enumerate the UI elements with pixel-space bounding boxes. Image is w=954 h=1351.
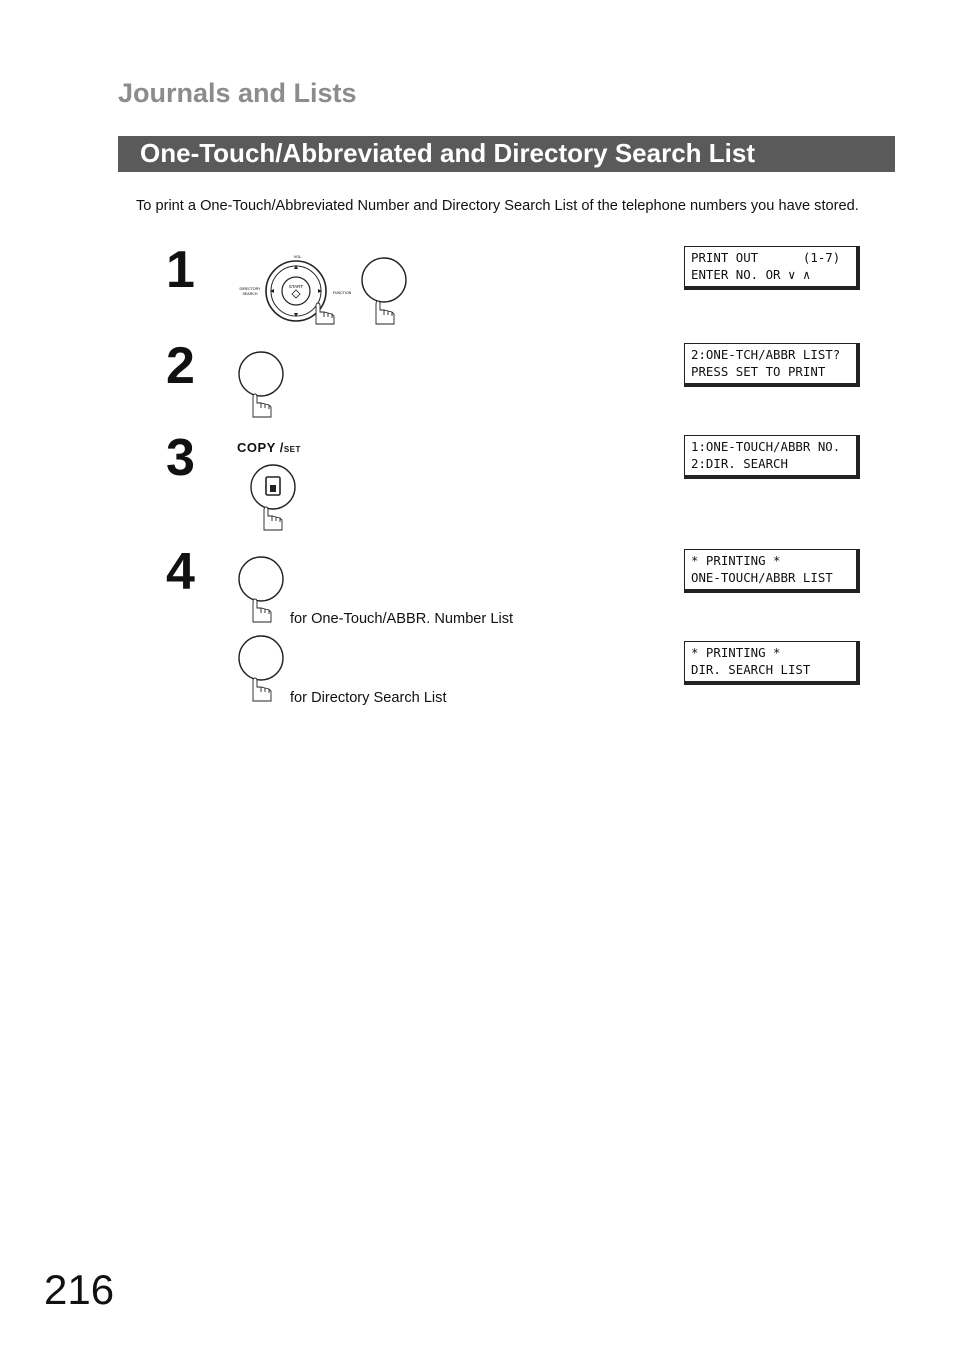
search-label: SEARCH bbox=[242, 292, 258, 296]
step-2-number: 2 bbox=[166, 337, 195, 395]
copy-set-button[interactable] bbox=[250, 465, 300, 535]
page-title: One-Touch/Abbreviated and Directory Search List bbox=[118, 136, 895, 172]
vol-label: VOL. bbox=[293, 254, 303, 259]
copy-label: COPY / bbox=[237, 440, 284, 455]
lcd-display-step-3: 1:ONE-TOUCH/ABBR NO. 2:DIR. SEARCH bbox=[684, 435, 860, 479]
lcd-display-step-1: PRINT OUT (1-7) ENTER NO. OR ∨ ∧ bbox=[684, 246, 860, 290]
option-2-caption: for Directory Search List bbox=[290, 690, 447, 706]
keypad-1-button[interactable] bbox=[237, 556, 287, 626]
step-4-number: 4 bbox=[166, 543, 195, 601]
function-label: FUNCTION bbox=[332, 291, 352, 295]
step-3-number: 3 bbox=[166, 429, 195, 487]
copy-set-label bbox=[237, 440, 301, 455]
step-1-number: 1 bbox=[166, 241, 195, 299]
option-1-caption: for One-Touch/ABBR. Number List bbox=[290, 611, 514, 627]
intro-paragraph: To print a One-Touch/Abbreviated Number and Directory Search List of the telephone numbers you have stored. bbox=[136, 198, 859, 214]
lcd-display-step-4a: * PRINTING * ONE-TOUCH/ABBR LIST bbox=[684, 549, 860, 593]
lcd-display-step-4b: * PRINTING * DIR. SEARCH LIST bbox=[684, 641, 860, 685]
start-label: START bbox=[288, 284, 304, 289]
page-number: 216 bbox=[44, 1266, 115, 1313]
keypad-2-button[interactable] bbox=[237, 351, 287, 421]
directory-label: DIRECTORY bbox=[239, 287, 261, 291]
navigation-keypad[interactable] bbox=[236, 250, 356, 330]
function-button[interactable] bbox=[360, 256, 410, 328]
lcd-display-step-2: 2:ONE-TCH/ABBR LIST? PRESS SET TO PRINT bbox=[684, 343, 860, 387]
section-title: Journals and Lists bbox=[118, 78, 357, 108]
keypad-2-button-dir[interactable] bbox=[237, 635, 287, 705]
set-label: SET bbox=[283, 445, 301, 454]
